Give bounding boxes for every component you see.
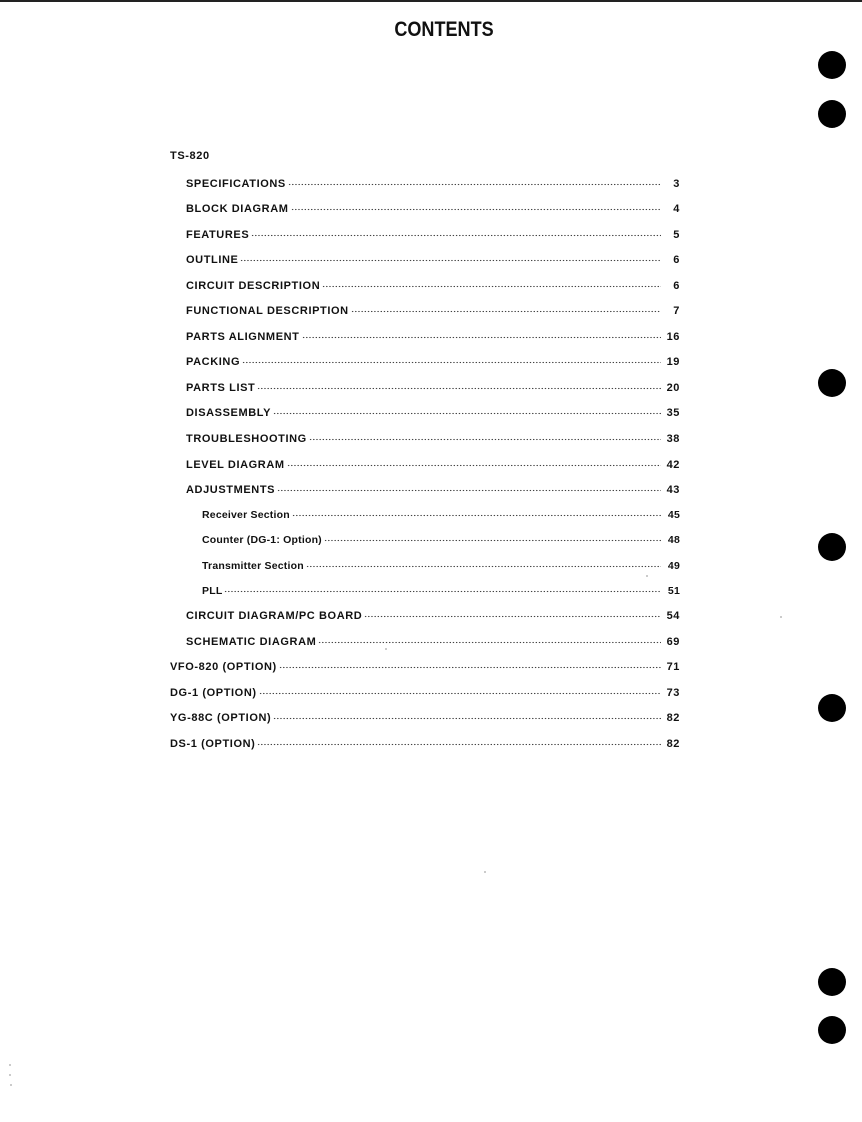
dot-leader	[288, 173, 661, 187]
toc-entry-circuit-diagram-pc-board[interactable]	[186, 605, 680, 621]
toc-entry-label: FEATURES	[186, 229, 250, 241]
scan-speck	[780, 616, 782, 618]
punch-hole	[818, 694, 846, 722]
toc-entry-page: 49	[667, 560, 680, 572]
dot-leader	[364, 605, 661, 619]
scan-speck	[646, 575, 648, 577]
toc-entry-label: Counter (DG-1: Option)	[202, 534, 322, 546]
dot-leader	[291, 198, 661, 212]
scan-speck	[10, 1084, 12, 1086]
punch-hole	[818, 100, 846, 128]
toc-entry-page: 5	[673, 229, 680, 241]
toc-entry-page: 82	[666, 712, 680, 724]
scan-speck	[385, 648, 387, 650]
toc-entry-pll[interactable]	[202, 580, 680, 596]
toc-heading-ts820: TS-820	[170, 150, 210, 162]
dot-leader	[277, 479, 661, 493]
toc-entry-label: SPECIFICATIONS	[186, 178, 286, 190]
toc-entry-label: FUNCTIONAL DESCRIPTION	[186, 305, 349, 317]
toc-entry-page: 51	[667, 585, 680, 597]
toc-entry-page: 6	[673, 254, 680, 266]
toc-entry-page: 3	[673, 178, 680, 190]
toc-entry-label: DISASSEMBLY	[186, 407, 272, 419]
toc-entry-label: DG-1 (OPTION)	[170, 687, 257, 699]
dot-leader	[273, 707, 661, 721]
toc-entry-page: 19	[666, 356, 680, 368]
toc-entry-label: PARTS ALIGNMENT	[186, 331, 300, 343]
dot-leader	[240, 249, 661, 263]
toc-entry-label: PACKING	[186, 356, 241, 368]
toc-entry-label: CIRCUIT DESCRIPTION	[186, 280, 321, 292]
toc-entry-label: Transmitter Section	[202, 560, 304, 572]
toc-entry-page: 43	[666, 484, 680, 496]
toc-entry-circuit-description[interactable]	[186, 275, 680, 291]
toc-entry-features[interactable]	[186, 224, 680, 240]
top-border-rule	[0, 0, 862, 2]
punch-hole	[818, 369, 846, 397]
toc-entry-label: PARTS LIST	[186, 382, 256, 394]
toc-entry-dg-1[interactable]	[170, 682, 680, 698]
toc-entry-page: 54	[666, 610, 680, 622]
dot-leader	[292, 504, 661, 518]
toc-entry-label: PLL	[202, 585, 223, 597]
dot-leader	[322, 275, 661, 289]
punch-hole	[818, 533, 846, 561]
toc-entry-transmitter-section[interactable]	[202, 555, 680, 571]
scan-speck	[9, 1074, 11, 1076]
toc-entry-page: 6	[673, 280, 680, 292]
dot-leader	[287, 454, 661, 468]
toc-entry-page: 48	[667, 534, 680, 546]
toc-entry-block-diagram[interactable]	[186, 198, 680, 214]
toc-entry-parts-alignment[interactable]	[186, 326, 680, 342]
punch-hole	[818, 1016, 846, 1044]
toc-entry-label: DS-1 (OPTION)	[170, 738, 256, 750]
toc-entry-schematic-diagram[interactable]	[186, 631, 680, 647]
toc-entry-label: LEVEL DIAGRAM	[186, 459, 285, 471]
punch-hole	[818, 968, 846, 996]
dot-leader	[257, 377, 661, 391]
dot-leader	[224, 580, 661, 594]
toc-entry-page: 82	[666, 738, 680, 750]
toc-entry-page: 35	[666, 407, 680, 419]
toc-entry-vfo-820[interactable]	[170, 656, 680, 672]
toc-entry-label: TROUBLESHOOTING	[186, 433, 307, 445]
toc-entry-label: YG-88C (OPTION)	[170, 712, 272, 724]
toc-entry-page: 16	[666, 331, 680, 343]
dot-leader	[279, 656, 661, 670]
dot-leader	[324, 529, 661, 543]
dot-leader	[309, 428, 661, 442]
scan-speck	[9, 1064, 11, 1066]
dot-leader	[273, 402, 661, 416]
toc-entry-page: 38	[666, 433, 680, 445]
toc-entry-label: CIRCUIT DIAGRAM/PC BOARD	[186, 610, 363, 622]
toc-entry-page: 4	[673, 203, 680, 215]
toc-entry-counter[interactable]	[202, 529, 680, 545]
dot-leader	[251, 224, 661, 238]
dot-leader	[257, 733, 661, 747]
toc-entry-label: SCHEMATIC DIAGRAM	[186, 636, 317, 648]
dot-leader	[302, 326, 662, 340]
toc-entry-label: VFO-820 (OPTION)	[170, 661, 277, 673]
toc-entry-page: 42	[666, 459, 680, 471]
punch-hole	[818, 51, 846, 79]
toc-entry-functional-description[interactable]	[186, 300, 680, 316]
toc-entry-label: BLOCK DIAGRAM	[186, 203, 289, 215]
toc-entry-parts-list[interactable]	[186, 377, 680, 393]
toc-entry-packing[interactable]	[186, 351, 680, 367]
toc-entry-specifications[interactable]	[186, 173, 680, 189]
toc-entry-outline[interactable]	[186, 249, 680, 265]
toc-entry-disassembly[interactable]	[186, 402, 680, 418]
toc-entry-level-diagram[interactable]	[186, 454, 680, 470]
toc-entry-label: Receiver Section	[202, 509, 290, 521]
dot-leader	[259, 682, 661, 696]
toc-entry-ds-1[interactable]	[170, 733, 680, 749]
toc-entry-yg-88c[interactable]	[170, 707, 680, 723]
dot-leader	[242, 351, 661, 365]
dot-leader	[306, 555, 661, 569]
toc-entry-page: 73	[666, 687, 680, 699]
toc-entry-receiver-section[interactable]	[202, 504, 680, 520]
dot-leader	[351, 300, 661, 314]
toc-entry-page: 69	[666, 636, 680, 648]
toc-entry-troubleshooting[interactable]	[186, 428, 680, 444]
toc-entry-adjustments[interactable]	[186, 479, 680, 495]
toc-entry-label: ADJUSTMENTS	[186, 484, 276, 496]
toc-entry-page: 45	[667, 509, 680, 521]
toc-entry-label: OUTLINE	[186, 254, 239, 266]
page-title: CONTENTS	[394, 18, 494, 41]
dot-leader	[318, 631, 661, 645]
toc-entry-page: 20	[666, 382, 680, 394]
scan-speck	[484, 871, 486, 873]
toc-entry-page: 7	[673, 305, 680, 317]
toc-entry-page: 71	[666, 661, 680, 673]
